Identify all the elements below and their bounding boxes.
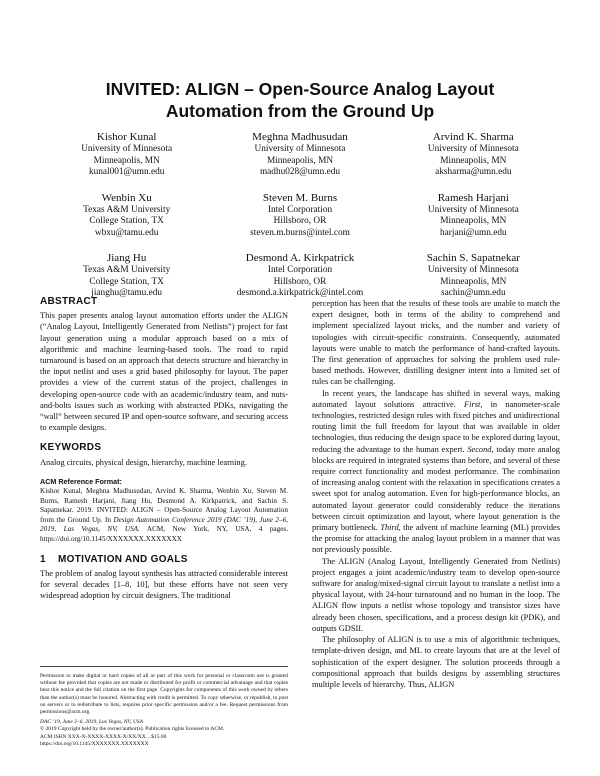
author-affiliation: University of Minnesota [427,265,519,275]
acm-reference-venue: Design Automation Conference 2019 (DAC ’19), June 2–6, 2019, Las Vegas, NV, USA. [40,515,288,534]
author-email: aksharma@umn.edu [435,167,512,177]
acm-reference-authors: Kishor Kunal, Meghna Madhusudan, Arvind K. Sharma, Wenbin Xu, Steven M. Burns, Ramesh Harjani, Jiang Hu, Desmond A. Kirkpatrick, and Sachin S. Sapatnekar. 2019. INVITED: ALIGN – Open-Source Analog Layout Automation from the Ground Up. In [40,487,288,524]
author-name: Steven M. Burns [262,191,338,204]
section-1-heading [40,554,288,565]
author-affiliation: Texas A&M University [83,265,171,275]
keywords-section [40,442,288,467]
footnote-isbn: ACM ISBN XXX-X-XXXX-XXXX-X/XX/XX…$15.00 [40,733,167,740]
author-name: Meghna Madhusudan [252,131,348,143]
author-block [213,191,386,240]
keywords-text: Analog circuits, physical design, hierarchy, machine learning. [40,457,247,467]
acm-reference-publisher: ACM, New York, NY, USA, 4 pages. https://doi.org/10.1145/XXXXXXX.XXXXXXX [40,525,288,544]
author-location: Minneapolis, MN [93,155,160,166]
author-affiliation: Intel Corporation [267,204,333,215]
right-paragraph-2 [312,388,560,556]
title-line-1: INVITED: ALIGN – Open-Source Analog Layout [105,79,495,99]
author-email: jianghu@tamu.edu [91,288,163,298]
p2-second: Second, [467,444,494,454]
author-name: Desmond A. Kirkpatrick [245,252,355,264]
p2-first: First, [464,399,483,409]
p2-segment-c: today more analog blocks are required in integrated systems than before, and several of these require correct functionality and modest performance. The combination of increasing analog content with the relaxation in specifications creates a sweet spot for analog automation. Even for high-performance blocks, an automated layout generator could considerably reduce the iterations between circuit optimization and layout, where layout generation is the primary bottleneck. [312,444,560,533]
author-block [387,191,560,240]
author-name: Arvind K. Sharma [432,131,514,143]
author-email: sachin@umn.edu [441,288,506,298]
author-location: Minneapolis, MN [440,155,507,166]
author-location: College Station, TX [89,216,164,226]
right-column [312,298,560,690]
author-name: Ramesh Harjani [437,191,509,204]
author-name: Jiang Hu [106,252,147,264]
abstract-heading: ABSTRACT [40,296,98,307]
section-1 [40,554,288,602]
section-1-text: The problem of analog layout synthesis has attracted considerable interest for several decades [1–8, 10], but these efforts have not seen very widespread adoption by circuit designers. The traditional [40,568,288,601]
author-name: Wenbin Xu [101,191,152,204]
footnote-doi: https://doi.org/10.1145/XXXXXXX.XXXXXXX [40,740,149,747]
paper-title [40,78,560,122]
title-line-2: Automation from the Ground Up [165,101,435,121]
author-email: steven.m.burns@intel.com [250,227,350,238]
right-paragraph-4: The philosophy of ALIGN is to use a mix of algorithmic techniques, template-driven design, and ML to create layouts that are at the level of sophistication of the expert designer. The solution proceeds through a compositional approach that builds designs by assembling structures multiple levels of hierarchy. Thus, ALIGN [312,635,560,689]
author-grid [40,130,560,300]
author-email: madhu028@umn.edu [259,167,341,177]
left-column [40,296,288,601]
author-block [387,251,560,300]
permission-text: Permission to make digital or hard copies of all or part of this work for personal or classroom use is granted without fee provided that copies are not made or distributed for profit or commercial advantage and that copies bear this notice and the full citation on the first page. Copyrights for components of this work owned by others than the author(s) must be honored. Abstracting with credit is permitted. To copy otherwise, or republish, to post on servers or to redistribute to lists, requires prior specific permission and/or a fee. Request permissions from permissions@acm.org. [40,673,288,716]
author-affiliation: University of Minnesota [427,204,519,215]
author-name: Kishor Kunal [96,131,157,143]
author-email: harjani@umn.edu [439,227,507,238]
p2-segment-b: in nanometer-scale technologies, restricted design rules with fixed pitches and unidirectional routing limit the full freedom for layout that was available in older technologies, thus reducing the design space to be explored during layout, reducing the advantage to the human expert. [312,399,560,454]
permission-footnote [40,666,288,748]
author-location: Hillsboro, OR [273,276,327,287]
acm-reference-heading: ACM Reference Format: [40,476,122,486]
author-block [40,130,213,179]
abstract-text: This paper presents analog layout automation efforts under the ALIGN (“Analog Layout, Intelligently Generated from Netlists”) project for fast layout generation using a modular approach based on a mix of algorithmic and machine learning-based tools. The road to rapid turnaround is based on an approach that detects structure and hierarchy in the input netlist and uses a grid based philosophy for layout. The paper provides a view of the current status of the project, challenges in developing open-source code with an academic/industry team, and nuts-and-bolts issues such as working with abstracted PDKs, navigating the “wall” between secured IP and open-source software, and securing access to example designs. [40,311,288,433]
author-location: Minneapolis, MN [440,276,507,287]
keywords-heading: KEYWORDS [40,442,102,454]
author-block [213,130,386,179]
author-affiliation: University of Minnesota [427,144,519,154]
acm-reference-text [40,487,288,545]
author-block [40,191,213,240]
author-block [40,251,213,300]
author-affiliation: University of Minnesota [254,144,346,154]
p2-segment-a: In recent years, the landscape has shifted in several ways, making automated layout solutions attractive. [312,388,560,409]
section-1-number: 1 [40,553,46,565]
author-location: Minneapolis, MN [440,216,507,226]
p2-segment-d: the advent of machine learning (ML) provides the promise for attacking the analog layout problem in a manner that was not previously possible. [312,523,560,555]
author-block [213,251,386,300]
author-location: College Station, TX [89,276,164,287]
author-email: desmond.a.kirkpatrick@intel.com [236,288,364,298]
author-name: Sachin S. Sapatnekar [426,252,520,264]
author-affiliation: University of Minnesota [81,144,173,154]
author-email: wbxu@tamu.edu [94,227,159,238]
author-block [387,130,560,179]
p2-third: Third, [380,523,401,533]
right-paragraph-3: The ALIGN (Analog Layout, Intelligently Generated from Netlists) project engages a joint academic/industry team to develop open-source software for analog/mixed-signal circuit layout to translate a netlist into a physical layout, with 24-hour turnaround and no human in the loop. The ALIGN flow inputs a netlist whose topology and transistor sizes have already been chosen, specifications, and a process design kit (PDK), and outputs GDSII. [312,556,560,633]
author-affiliation: Texas A&M University [83,204,171,215]
right-paragraph-1: perception has been that the results of these tools are unable to match the expert designer, both in terms of the ability to comprehend and implement specialized layout tricks, and the number and variety of topologies with circuit-specific constraints. Consequently, automated layouts were unable to match the performance of hand-crafted layouts. The first generation of approaches for solving the problem used rule-based methods. However, distilling designer intent into a limited set of rules can be challenging. [312,299,560,387]
author-email: kunal001@umn.edu [88,167,165,177]
author-affiliation: Intel Corporation [267,265,333,275]
section-1-title: MOTIVATION AND GOALS [58,553,188,565]
author-location: Minneapolis, MN [266,155,334,166]
footnote-copyright: © 2019 Copyright held by the owner/author(s). Publication rights licensed to ACM. [40,726,225,733]
footnote-venue: DAC ’19, June 2–6, 2019, Las Vegas, NV, USA [40,719,144,726]
author-location: Hillsboro, OR [273,216,327,226]
